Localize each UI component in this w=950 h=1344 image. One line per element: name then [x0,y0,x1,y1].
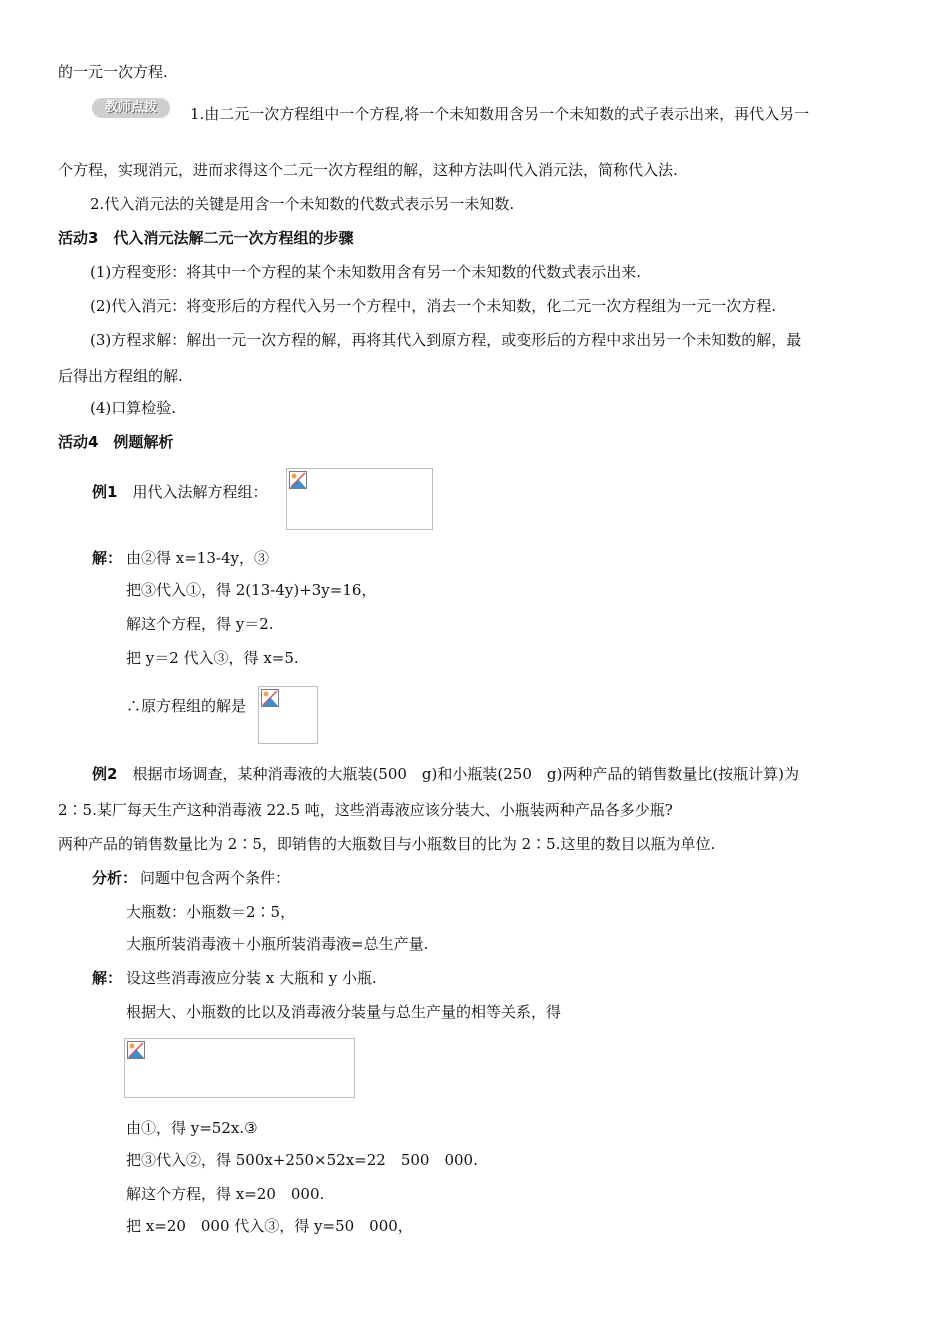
text-line: 个方程，实现消元，进而求得这个二元一次方程组的解，这种方法叫代入消元法，简称代入法. [58,161,678,179]
example-2 [92,764,799,784]
text-line: 1.由二元一次方程组中一个方程,将一个未知数用含另一个未知数的式子表示出来，再代入另一 [190,105,810,123]
text-line: 设这些消毒液应分装 x 大瓶和 y 小瓶. [126,969,377,987]
text-line: 解这个方程，得 x=20 000. [126,1185,325,1203]
example-1 [92,482,267,502]
text-line: 问题中包含两个条件： [140,869,291,887]
solution-label: 解： [92,969,123,987]
text-line: (2)代入消元：将变形后的方程代入另一个方程中，消去一个未知数，化二元一次方程组为一元一次方程. [90,297,777,315]
text-line: 2∶5.某厂每天生产这种消毒液 22.5 吨，这些消毒液应该分装大、小瓶装两种产品各多少瓶? [58,801,673,819]
text-line: 由①，得 y=52x.③ [126,1119,258,1137]
text-line: ∴原方程组的解是 [126,697,247,715]
text-line: (1)方程变形：将其中一个方程的某个未知数用含有另一个未知数的代数式表示出来. [90,263,642,281]
text-line: 由②得 x=13-4y，③ [126,549,269,567]
text-line: 把③代入②，得 500x+250×52x=22 500 000. [126,1151,478,1169]
text-line: (3)方程求解：解出一元一次方程的解，再将其代入到原方程，或变形后的方程中求出另一个未知数的解，最 [90,331,802,349]
equation-image [124,1038,355,1098]
equation-image [286,468,433,530]
text-line: 的一元一次方程. [58,63,168,81]
text-line: 大瓶所装消毒液＋小瓶所装消毒液=总生产量. [126,935,429,953]
broken-image-icon [289,471,307,489]
section-heading: 活动3 代入消元法解二元一次方程组的步骤 [58,229,354,247]
solution-image [258,686,318,744]
broken-image-icon [127,1041,145,1059]
example-text: 用代入法解方程组： [117,483,268,501]
solution-label: 解： [92,549,123,567]
text-line: 后得出方程组的解. [58,367,183,385]
teacher-tip-badge: 教师点拨 [92,98,170,118]
text-line: 把③代入①，得 2(13-4y)+3y=16， [126,581,377,599]
text-line: 大瓶数：小瓶数＝2∶5， [126,903,296,921]
text-line: 2.代入消元法的关键是用含一个未知数的代数式表示另一未知数. [90,195,515,213]
example-label: 例1 [92,483,118,501]
text-line: 两种产品的销售数量比为 2∶5，即销售的大瓶数目与小瓶数目的比为 2∶5.这里的数目以瓶为单位. [58,835,716,853]
section-heading: 活动4 例题解析 [58,433,174,451]
text-line: (4)口算检验. [90,399,177,417]
text-line: 根据大、小瓶数的比以及消毒液分装量与总生产量的相等关系，得 [126,1003,562,1021]
text-line: 把 y＝2 代入③，得 x=5. [126,649,299,667]
example-text: 根据市场调查，某种消毒液的大瓶装(500 g)和小瓶装(250 g)两种产品的销售数量比(按瓶计算)为 [117,765,800,783]
analysis-label: 分析： [92,869,138,887]
broken-image-icon [261,689,279,707]
text-line: 解这个方程，得 y＝2. [126,615,274,633]
text-line: 把 x=20 000 代入③，得 y=50 000， [126,1217,413,1235]
example-label: 例2 [92,765,118,783]
